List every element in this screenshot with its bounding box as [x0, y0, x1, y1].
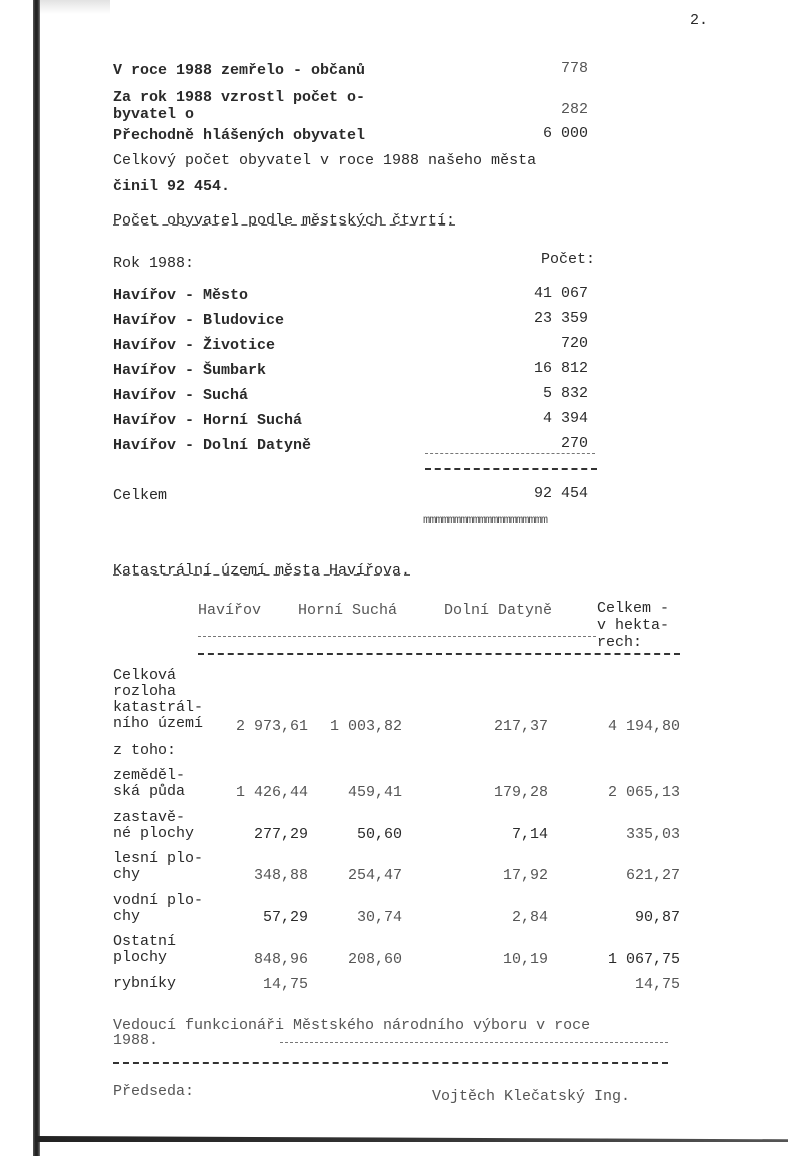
- deaths-label: V roce 1988 zemřelo - občanů: [113, 62, 366, 79]
- land-row-label: rybníky: [113, 975, 177, 992]
- district-count: 23 359: [533, 310, 588, 327]
- district-count: 270: [560, 435, 588, 452]
- scan-bottom-edge: [35, 1136, 788, 1142]
- total-area-havirov: 2 973,61: [235, 718, 308, 735]
- district-row: Havířov - Šumbark: [113, 362, 267, 379]
- land-value: 208,60: [347, 951, 402, 968]
- growth-value: 282: [560, 101, 588, 118]
- temporary-value: 6 000: [542, 125, 588, 142]
- district-count: 5 832: [542, 385, 588, 402]
- land-value: 57,29: [262, 909, 308, 926]
- land-value: 179,28: [493, 784, 548, 801]
- land-value: 459,41: [347, 784, 402, 801]
- land-value: 621,27: [625, 867, 680, 884]
- temporary-label: Přechodně hlášených obyvatel: [113, 127, 366, 144]
- land-value: 335,03: [625, 826, 680, 843]
- land-value: 14,75: [634, 976, 680, 993]
- col-header-dolni-datyne: Dolní Datyně: [444, 602, 553, 619]
- district-row: Havířov - Dolní Datyně: [113, 437, 312, 454]
- land-row-label: Ostatní plochy: [113, 933, 177, 966]
- land-value: 2 065,13: [607, 784, 680, 801]
- districts-total-label: Celkem: [113, 487, 168, 504]
- district-count: 41 067: [533, 285, 588, 302]
- land-row-label: zastavě- né plochy: [113, 809, 195, 842]
- officials-rule-2: [113, 1062, 668, 1064]
- districts-count-label: Počet:: [540, 251, 595, 268]
- land-value: 254,47: [347, 867, 402, 884]
- land-value: 1 067,75: [607, 951, 680, 968]
- officials-rule-1: [280, 1042, 668, 1043]
- districts-heading: Počet obyvatel podle městských čtvrtí:: [113, 212, 456, 229]
- cadastral-heading: Katastrální území města Havířova.: [113, 562, 411, 579]
- subheading: z toho:: [113, 742, 177, 759]
- total-sentence-line1: Celkový počet obyvatel v roce 1988 našeho města: [113, 152, 537, 169]
- growth-label: Za rok 1988 vzrostl počet o- byvatel o: [113, 89, 366, 123]
- land-value: 2,84: [511, 909, 548, 926]
- total-area-horni-sucha: 1 003,82: [329, 718, 402, 735]
- total-area-label: Celková rozloha katastrál- ního území: [113, 667, 204, 732]
- land-value: 7,14: [511, 826, 548, 843]
- officials-heading: Vedoucí funkcionáři Městského národního výboru v roce 1988.: [113, 1017, 591, 1049]
- district-row: Havířov - Horní Suchá: [113, 412, 303, 429]
- land-value: 17,92: [502, 867, 548, 884]
- total-area-total: 4 194,80: [607, 718, 680, 735]
- districts-year-label: Rok 1988:: [113, 255, 195, 272]
- total-sentence-line2: činil 92 454.: [113, 178, 231, 195]
- land-value: 50,60: [356, 826, 402, 843]
- deaths-value: 778: [560, 60, 588, 77]
- land-value: 1 426,44: [235, 784, 308, 801]
- land-row-label: lesní plo- chy: [113, 850, 204, 883]
- sum-rule-light: [425, 453, 595, 454]
- district-count: 16 812: [533, 360, 588, 377]
- header-rule-1: [198, 636, 596, 637]
- double-rule: mmmmmmmmmmmmmmmmmmmm: [423, 513, 548, 527]
- scan-binding-edge: [33, 0, 40, 1156]
- district-row: Havířov - Město: [113, 287, 249, 304]
- land-value: 848,96: [253, 951, 308, 968]
- land-value: 10,19: [502, 951, 548, 968]
- land-value: 277,29: [253, 826, 308, 843]
- land-value: 30,74: [356, 909, 402, 926]
- district-count: 4 394: [542, 410, 588, 427]
- chair-name: Vojtěch Klečatský Ing.: [432, 1088, 631, 1105]
- col-header-total: Celkem - v hekta- rech:: [597, 600, 670, 651]
- sum-rule: [425, 468, 597, 470]
- land-value: 90,87: [634, 909, 680, 926]
- district-row: Havířov - Suchá: [113, 387, 249, 404]
- total-area-dolni-datyne: 217,37: [493, 718, 548, 735]
- district-count: 720: [560, 335, 588, 352]
- chair-label: Předseda:: [113, 1083, 195, 1100]
- col-header-havirov: Havířov: [198, 602, 262, 619]
- district-row: Havířov - Bludovice: [113, 312, 285, 329]
- scan-smudge: [40, 0, 110, 14]
- land-value: 348,88: [253, 867, 308, 884]
- col-header-horni-sucha: Horní Suchá: [298, 602, 398, 619]
- land-value: 14,75: [262, 976, 308, 993]
- districts-total-value: 92 454: [533, 485, 588, 502]
- header-rule-2: [198, 653, 680, 655]
- page-number: 2.: [690, 12, 709, 29]
- land-row-label: vodní plo- chy: [113, 892, 204, 925]
- district-row: Havířov - Životice: [113, 337, 276, 354]
- land-row-label: zeměděl- ská půda: [113, 767, 186, 800]
